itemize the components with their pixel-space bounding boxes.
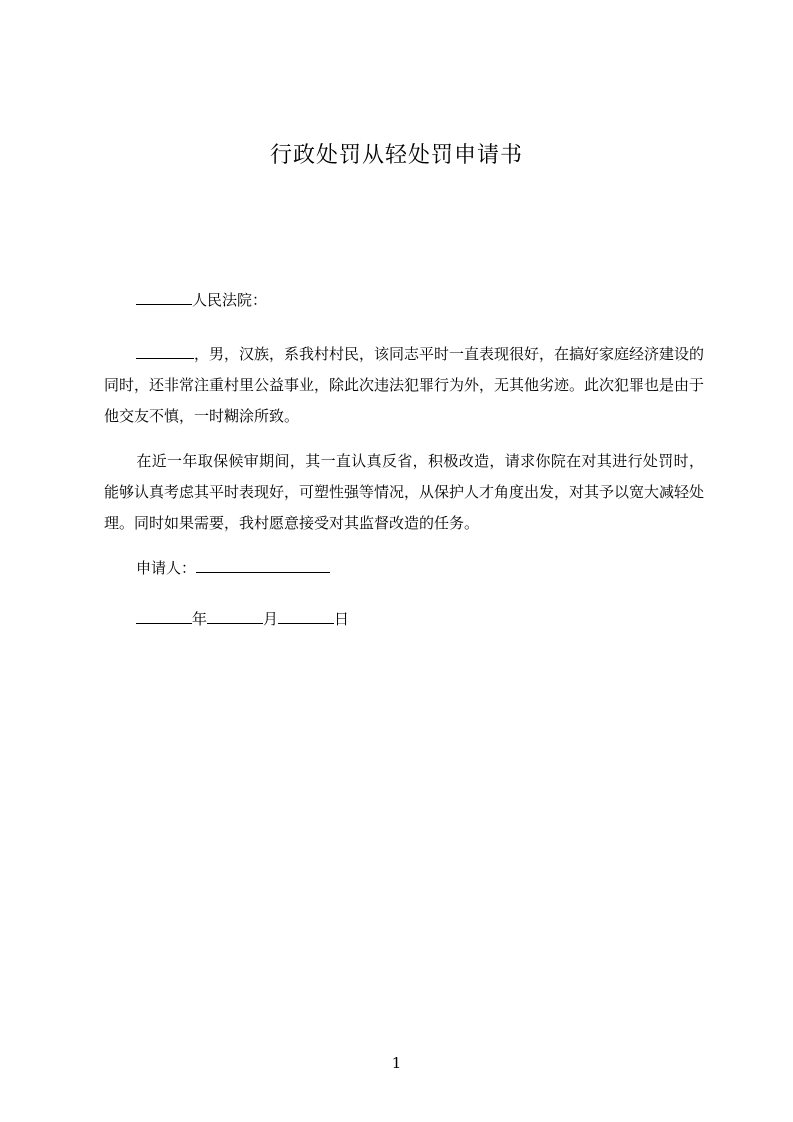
date-year-label: 年 bbox=[192, 610, 208, 628]
month-blank bbox=[207, 607, 263, 624]
applicant-label: 申请人： bbox=[136, 559, 197, 577]
page-number: 1 bbox=[391, 1054, 402, 1072]
date-month-label: 月 bbox=[263, 610, 279, 628]
body-paragraph-2 bbox=[104, 446, 704, 539]
day-blank bbox=[278, 607, 334, 624]
document-title: 行政处罚从轻处罚申请书 bbox=[269, 143, 523, 168]
body-paragraph-2-text: 在近一年取保候审期间，其一直认真反省，积极改造，请求你院在对其进行处罚时，能够认真考虑其平时表现好，可塑性强等情况，从保护人才角度出发，对其予以宽大减轻处理。同时如果需要，我村愿意接受对其监督改造的任务。 bbox=[104, 452, 705, 532]
body-paragraph-1-text: ，男，汉族，系我村村民，该同志平时一直表现很好，在搞好家庭经济建设的同时，还非常注重村里公益事业，除此次违法犯罪行为外，无其他劣迹。此次犯罪也是由于他交友不慎，一时糊涂所致。 bbox=[104, 345, 705, 425]
applicant-line bbox=[136, 553, 636, 584]
salutation bbox=[136, 285, 636, 316]
salutation-suffix: 人民法院： bbox=[192, 291, 268, 309]
body-paragraph-1 bbox=[104, 339, 704, 432]
year-blank bbox=[136, 607, 192, 624]
date-line bbox=[136, 604, 636, 635]
court-name-blank bbox=[136, 288, 192, 305]
date-day-label: 日 bbox=[334, 610, 350, 628]
person-name-blank bbox=[136, 342, 194, 359]
applicant-signature-blank bbox=[196, 556, 330, 573]
